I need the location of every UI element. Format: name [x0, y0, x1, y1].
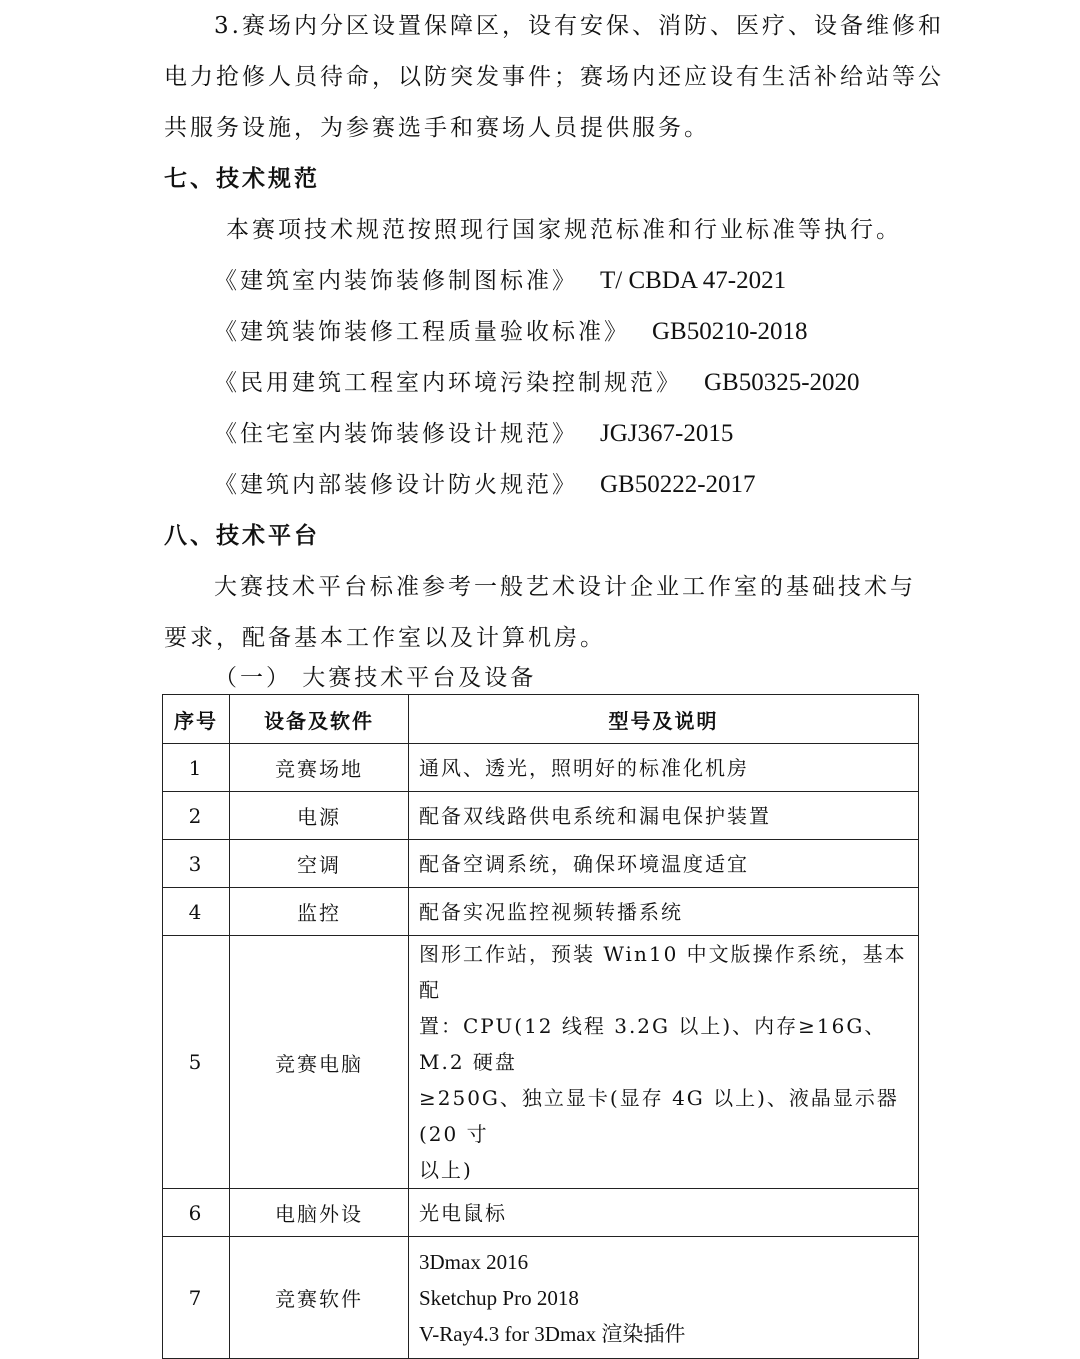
standard-code: GB50325-2020 [704, 369, 860, 396]
cell-desc [409, 792, 919, 840]
standard-code: GB50210-2018 [652, 318, 808, 345]
paragraph-line: 要求，配备基本工作室以及计算机房。 [164, 625, 606, 651]
standard-name: 《民用建筑工程室内环境污染控制规范》 [214, 370, 682, 396]
cell-desc [409, 936, 919, 1189]
table-header-row [163, 695, 919, 744]
desc-line: ≥250G、独立显卡(显存 4G 以上)、液晶显示器(20 寸 [419, 1086, 899, 1146]
standard-code: T/ CBDA 47-2021 [600, 267, 787, 294]
table-row [163, 840, 919, 888]
standard-code: JGJ367-2015 [600, 420, 734, 447]
desc-line: 配备空调系统，确保环境温度适宜 [419, 851, 749, 876]
desc-line: 光电鼠标 [419, 1200, 507, 1225]
cell-item: 空调 [230, 840, 409, 888]
header-item: 设备及软件 [230, 695, 409, 744]
cell-no: 5 [163, 936, 230, 1189]
standard-name: 《建筑内部装修设计防火规范》 [214, 472, 578, 498]
desc-line: 置：CPU(12 线程 3.2G 以上)、内存≥16G、M.2 硬盘 [419, 1014, 887, 1074]
cell-no: 1 [163, 744, 230, 792]
desc-line: 配备双线路供电系统和漏电保护装置 [419, 803, 771, 828]
standard-name: 《建筑装饰装修工程质量验收标准》 [214, 319, 630, 345]
table-row [163, 888, 919, 936]
section7-intro: 本赛项技术规范按照现行国家规范标准和行业标准等执行。 [226, 217, 902, 243]
cell-item: 电脑外设 [230, 1189, 409, 1237]
standard-name: 《住宅室内装饰装修设计规范》 [214, 421, 578, 447]
paragraph-line: 大赛技术平台标准参考一般艺术设计企业工作室的基础技术与 [214, 574, 916, 600]
standard-item [214, 266, 786, 296]
standard-item [214, 470, 756, 500]
cell-desc [409, 1237, 919, 1359]
table-row [163, 744, 919, 792]
standard-item [214, 368, 860, 398]
equipment-table [162, 694, 919, 1359]
cell-no: 4 [163, 888, 230, 936]
standard-name: 《建筑室内装饰装修制图标准》 [214, 268, 578, 294]
table-row [163, 1189, 919, 1237]
table-row [163, 936, 919, 1189]
standard-item [214, 317, 808, 347]
section-heading-8: 八、技术平台 [164, 523, 320, 549]
header-no: 序号 [163, 695, 230, 744]
desc-line: 3Dmax 2016 [419, 1249, 529, 1274]
table-row [163, 1237, 919, 1359]
subheading: （一） 大赛技术平台及设备 [214, 665, 537, 691]
cell-no: 7 [163, 1237, 230, 1359]
standard-item [214, 419, 733, 449]
paragraph-line: 电力抢修人员待命，以防突发事件；赛场内还应设有生活补给站等公 [164, 64, 944, 90]
desc-line: V-Ray4.3 for 3Dmax 渲染插件 [419, 1321, 686, 1346]
cell-no: 2 [163, 792, 230, 840]
desc-line: 通风、透光，照明好的标准化机房 [419, 755, 749, 780]
cell-desc [409, 744, 919, 792]
cell-item: 竞赛电脑 [230, 936, 409, 1189]
cell-no: 6 [163, 1189, 230, 1237]
table-row [163, 792, 919, 840]
cell-item: 竞赛场地 [230, 744, 409, 792]
desc-line: 图形工作站，预装 Win10 中文版操作系统，基本配 [419, 942, 907, 1002]
cell-no: 3 [163, 840, 230, 888]
paragraph-line: 共服务设施，为参赛选手和赛场人员提供服务。 [164, 115, 710, 141]
cell-desc [409, 1189, 919, 1237]
cell-item: 电源 [230, 792, 409, 840]
cell-desc [409, 888, 919, 936]
standard-code: GB50222-2017 [600, 471, 756, 498]
section-heading-7: 七、技术规范 [164, 166, 320, 192]
desc-line: 配备实况监控视频转播系统 [419, 899, 683, 924]
cell-desc [409, 840, 919, 888]
cell-item: 监控 [230, 888, 409, 936]
header-desc: 型号及说明 [409, 695, 919, 744]
paragraph-line: 3.赛场内分区设置保障区，设有安保、消防、医疗、设备维修和 [214, 13, 944, 39]
cell-item: 竞赛软件 [230, 1237, 409, 1359]
desc-line: 以上) [419, 1158, 473, 1182]
desc-line: Sketchup Pro 2018 [419, 1285, 579, 1310]
